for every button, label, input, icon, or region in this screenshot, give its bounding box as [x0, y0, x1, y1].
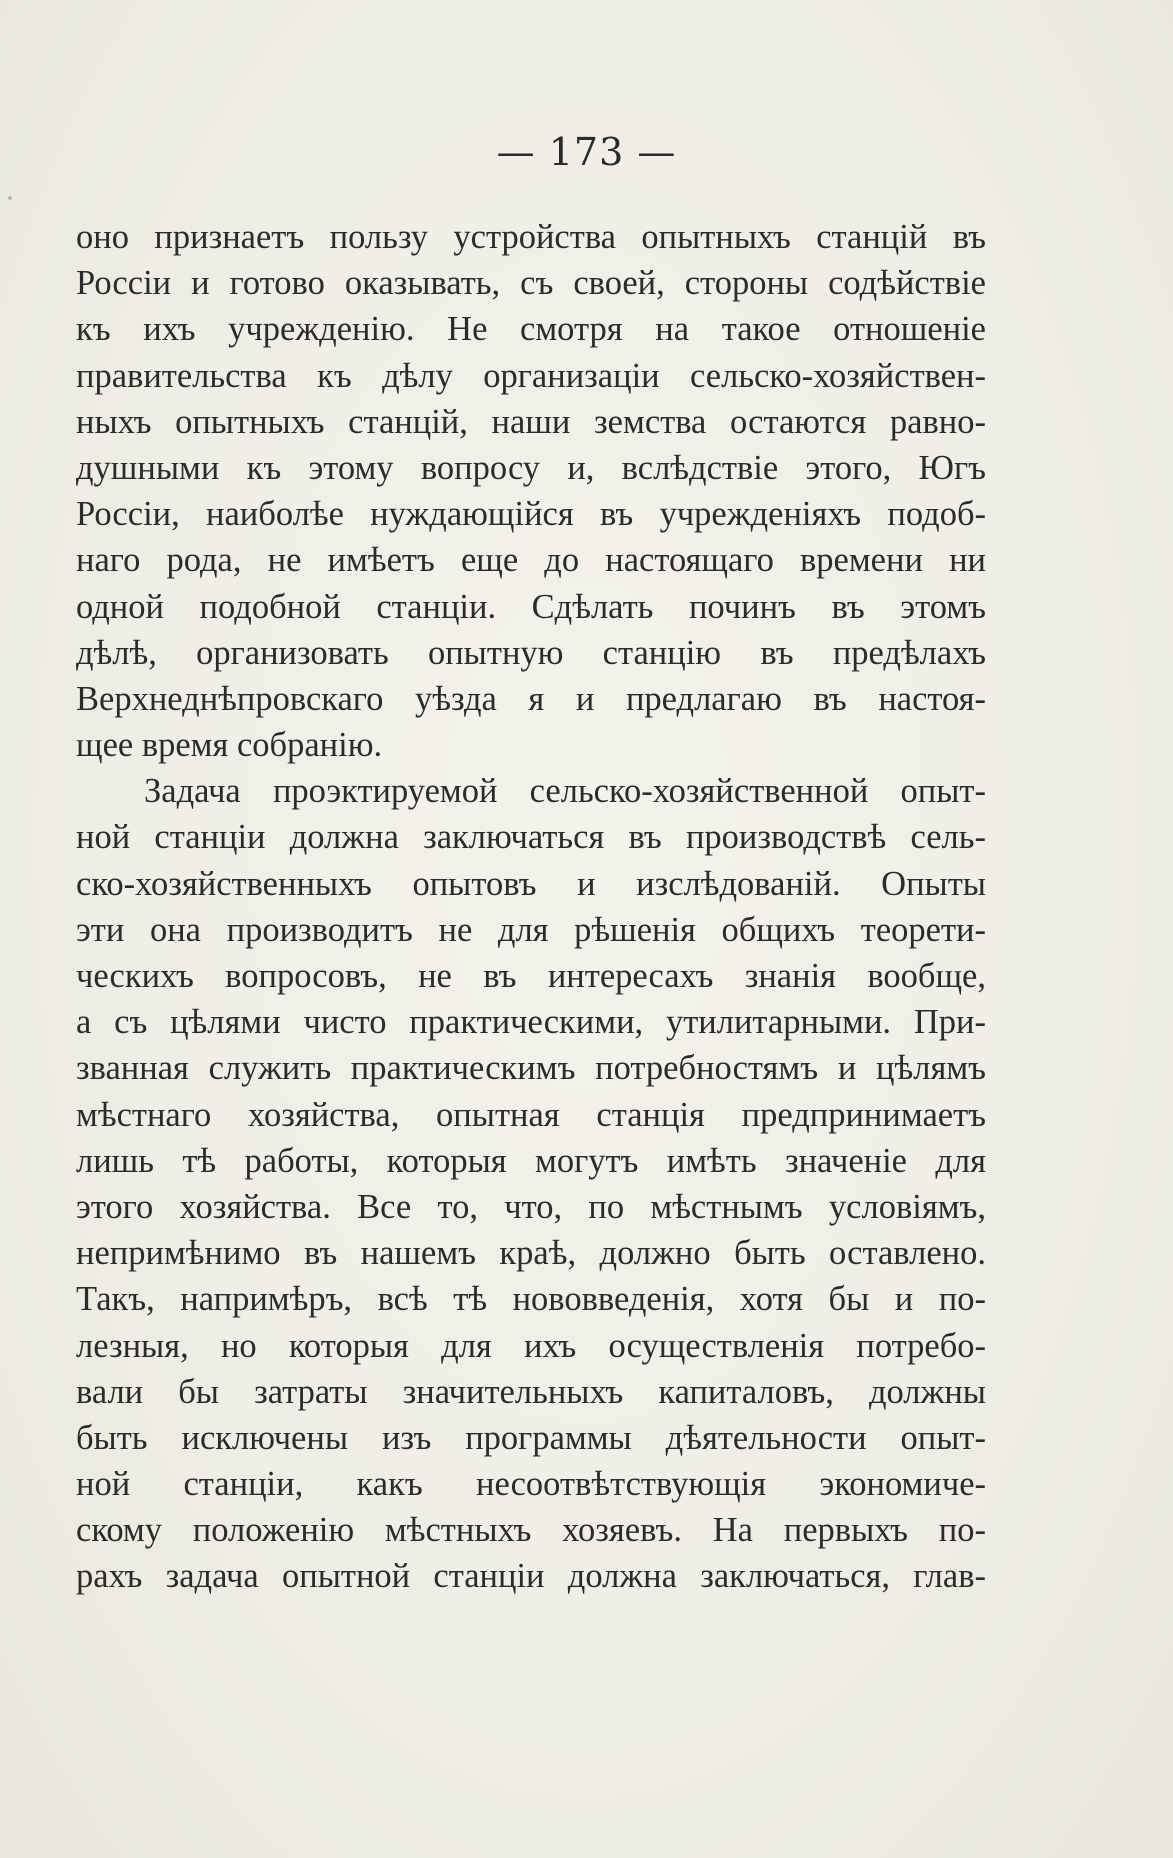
text-line: ной станціи, какъ несоотвѣтствующія экономиче-	[76, 1465, 986, 1504]
scan-mark	[8, 196, 12, 200]
paragraph-start-line: Задача проэктируемой сельско-хозяйственной опыт-	[144, 772, 986, 811]
text-line: наго рода, не имѣетъ еще до настоящаго времени ни	[76, 541, 986, 580]
text-line: душными къ этому вопросу и, вслѣдствіе этого, Югъ	[76, 448, 986, 487]
text-line: этого хозяйства. Все то, что, по мѣстнымъ условіямъ,	[76, 1187, 986, 1226]
text-line: а съ цѣлями чисто практическими, утилитарными. При-	[76, 1003, 986, 1042]
text-line: ной станціи должна заключаться въ производствѣ сель-	[76, 818, 986, 857]
text-line: щее время собранію.	[76, 726, 383, 765]
text-line: правительства къ дѣлу организаціи сельско-хозяйствен-	[76, 356, 986, 395]
text-line: вали бы затраты значительныхъ капиталовъ, должны	[76, 1372, 986, 1411]
text-line: Россіи и готово оказывать, съ своей, стороны содѣйствіе	[76, 264, 986, 303]
text-line: званная служить практическимъ потребностямъ и цѣлямъ	[76, 1049, 986, 1088]
text-line: лезныя, но которыя для ихъ осуществленія потребо-	[76, 1326, 986, 1365]
text-line: быть исключены изъ программы дѣятельности опыт-	[76, 1418, 986, 1457]
text-line: дѣлѣ, организовать опытную станцію въ предѣлахъ	[76, 633, 986, 672]
text-line: къ ихъ учрежденію. Не смотря на такое отношеніе	[76, 310, 986, 349]
text-line: рахъ задача опытной станціи должна заключаться, глав-	[76, 1557, 986, 1596]
text-line: скому положенію мѣстныхъ хозяевъ. На первыхъ по-	[76, 1511, 986, 1550]
text-line: ско-хозяйственныхъ опытовъ и изслѣдованій. Опыты	[76, 864, 986, 903]
text-line: эти она производитъ не для рѣшенія общихъ теорети-	[76, 910, 986, 949]
text-line: Верхнеднѣпровскаго уѣзда я и предлагаю въ настоя-	[76, 679, 986, 718]
text-line: мѣстнаго хозяйства, опытная станція предпринимаетъ	[76, 1095, 986, 1134]
text-line: оно признаетъ пользу устройства опытныхъ станцій въ	[76, 218, 986, 256]
body-text	[76, 214, 986, 1600]
text-line: лишь тѣ работы, которыя могутъ имѣть значеніе для	[76, 1141, 986, 1180]
text-line: Россіи, наиболѣе нуждающійся въ учрежденіяхъ подоб-	[76, 495, 986, 534]
text-line: одной подобной станціи. Сдѣлать починъ въ этомъ	[76, 587, 986, 626]
text-line: непримѣнимо въ нашемъ краѣ, должно быть оставлено.	[76, 1234, 986, 1273]
text-line: Такъ, напримѣръ, всѣ тѣ нововведенія, хотя бы и по-	[76, 1280, 986, 1319]
page-number: — 173 —	[496, 130, 677, 174]
text-line: ческихъ вопросовъ, не въ интересахъ знанія вообще,	[76, 957, 986, 995]
text-line: ныхъ опытныхъ станцій, наши земства остаются равно-	[76, 402, 986, 441]
